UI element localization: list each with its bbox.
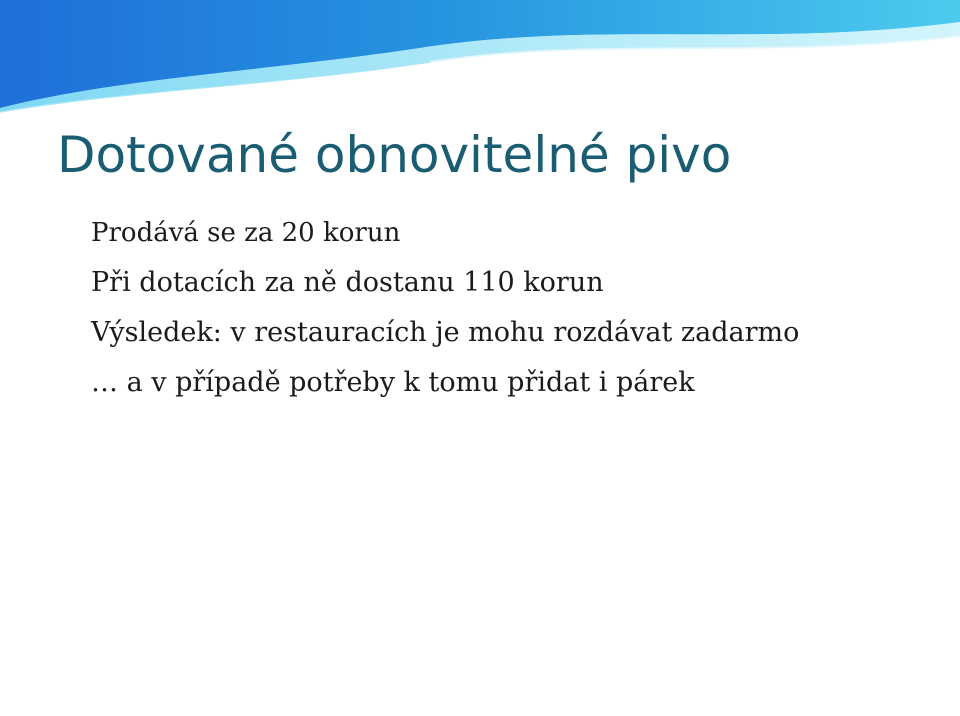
bullet-list xyxy=(91,208,799,408)
bullet-item: Výsledek: v restauracích je mohu rozdávat zadarmo xyxy=(91,317,800,348)
wave-header-decoration xyxy=(0,0,960,115)
bullet-item: Při dotacích za ně dostanu 110 korun xyxy=(91,267,604,298)
slide-title: Dotované obnovitelné pivo xyxy=(57,126,732,184)
bullet-item: … a v případě potřeby k tomu přidat i párek xyxy=(91,367,695,398)
bullet-item: Prodává se za 20 korun xyxy=(91,218,401,248)
